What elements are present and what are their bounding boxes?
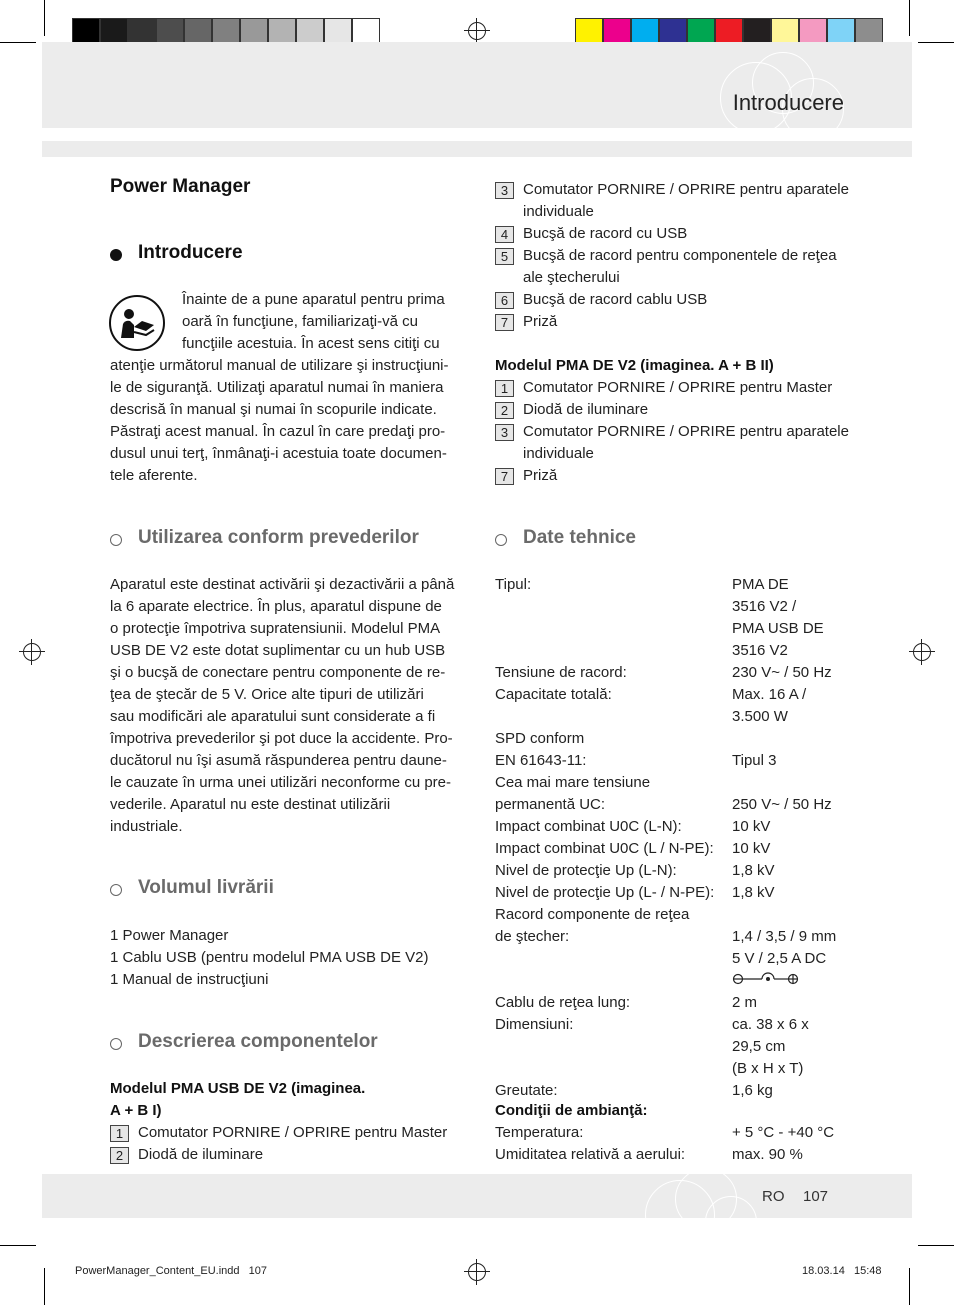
item-number: 5 — [495, 248, 514, 265]
delivery-list — [110, 925, 470, 991]
section-bullet — [110, 884, 122, 896]
row-value: 5 V / 2,5 A DC — [732, 950, 827, 967]
use-line: Aparatul este destinat activării şi dezactivării a până — [110, 576, 455, 593]
footer-lang: RO — [762, 1188, 785, 1205]
intro-line: le de siguranţă. Utilizaţi aparatul numai în maniera — [110, 379, 444, 396]
row-label: Cea mai mare tensiune — [495, 774, 651, 791]
section-heading-utilizare: Utilizarea conform prevederilor — [138, 527, 419, 548]
item-number: 2 — [495, 402, 514, 419]
use-line: ducătorul nu îşi asumă răspunderea pentru daune- — [110, 752, 447, 769]
delivery-item: 1 Cablu USB (pentru modelul PMA USB DE V2) — [110, 949, 429, 966]
section-bullet — [110, 249, 122, 261]
page-number: 107 — [803, 1188, 829, 1205]
crop-mark — [918, 42, 954, 43]
use-line: împotriva prevederilor şi pot duce la accidente. Pro- — [110, 730, 453, 747]
registration-mark-icon — [468, 22, 486, 40]
row-value: 3516 V2 / — [732, 598, 797, 615]
row-value: 2 m — [732, 994, 758, 1011]
slug-filename: PowerManager_Content_EU.indd 107 — [75, 1265, 268, 1277]
crop-mark — [44, 0, 45, 36]
crop-mark — [44, 1268, 45, 1305]
crop-mark — [909, 1268, 910, 1305]
item-text: Bucşă de racord pentru componentele de reţea — [523, 247, 837, 264]
slug-date: 18.03.14 15:48 — [802, 1265, 882, 1277]
dc-polarity-icon — [732, 972, 800, 986]
row-value: 3.500 W — [732, 708, 788, 725]
row-value: 10 kV — [732, 818, 771, 835]
model2-title: Modelul PMA DE V2 (imaginea. A + B II) — [495, 357, 774, 374]
row-value: 1,4 / 3,5 / 9 mm — [732, 928, 837, 945]
decor-circle — [705, 1196, 757, 1248]
row-value: 29,5 cm — [732, 1038, 786, 1055]
item-text: Comutator PORNIRE / OPRIRE pentru Master — [523, 379, 833, 396]
use-line: industriale. — [110, 818, 183, 835]
item-number: 7 — [495, 468, 514, 485]
item-number: 2 — [110, 1147, 129, 1164]
crop-mark — [909, 0, 910, 36]
row-label: Temperatura: — [495, 1124, 584, 1141]
row-value: PMA USB DE — [732, 620, 824, 637]
registration-mark-icon — [23, 643, 41, 661]
row-value: 1,8 kV — [732, 862, 775, 879]
row-value: Max. 16 A / — [732, 686, 807, 703]
row-value: + 5 °C - +40 °C — [732, 1124, 835, 1141]
row-label: Tipul: — [495, 576, 532, 593]
intro-paragraph — [110, 289, 460, 487]
header-strip — [42, 141, 912, 157]
item-number: 1 — [495, 380, 514, 397]
intro-line: tele aferente. — [110, 467, 198, 484]
item-number: 6 — [495, 292, 514, 309]
item-number: 3 — [495, 424, 514, 441]
row-label: Umiditatea relativă a aerului: — [495, 1146, 686, 1163]
row-label: Nivel de protecţie Up (L- / N-PE): — [495, 884, 715, 901]
item-text: Diodă de iluminare — [523, 401, 649, 418]
intro-line: oară în funcţiune, familiarizaţi-vă cu — [182, 313, 418, 330]
row-value: max. 90 % — [732, 1146, 803, 1163]
item-text: Priză — [523, 313, 558, 330]
delivery-item: 1 Power Manager — [110, 927, 229, 944]
item-number: 7 — [495, 314, 514, 331]
intro-line: funcţiile acestuia. În acest sens citiţi cu — [182, 335, 440, 352]
intro-line: atenţie următorul manual de utilizare şi instrucţiuni- — [110, 357, 449, 374]
row-value: 1,6 kg — [732, 1082, 773, 1099]
use-line: ţea de ştecăr de 5 V. Orice alte tipuri de utilizări — [110, 686, 424, 703]
row-value: 10 kV — [732, 840, 771, 857]
use-line: vederile. Aparatul nu este destinat utilizării — [110, 796, 391, 813]
intro-line: descrisă în manual şi numai în scopurile indicate. — [110, 401, 437, 418]
item-text: Comutator PORNIRE / OPRIRE pentru aparatele — [523, 181, 849, 198]
section-heading-componente: Descrierea componentelor — [138, 1031, 378, 1052]
product-title: Power Manager — [110, 176, 251, 197]
row-value: (B x H x T) — [732, 1060, 804, 1077]
use-line: sau modificări ale aparatului sunt considerate a fi — [110, 708, 436, 725]
row-value: ca. 38 x 6 x — [732, 1016, 809, 1033]
use-line: le cauzate în urma unei utilizări neconforme cu pre- — [110, 774, 452, 791]
row-label: Impact combinat U0C (L / N-PE): — [495, 840, 714, 857]
item-text: Priză — [523, 467, 558, 484]
use-paragraph — [110, 574, 470, 838]
section-heading-date-tehnice: Date tehnice — [523, 527, 636, 548]
item-number: 3 — [495, 182, 514, 199]
use-line: la 6 aparate electrice. În plus, aparatul dispune de — [110, 598, 442, 615]
crop-mark — [0, 1245, 36, 1246]
item-text: ale ştecherului — [523, 269, 620, 286]
section-bullet — [110, 1038, 122, 1050]
row-label: Racord componente de reţea — [495, 906, 690, 923]
item-text: Bucşă de racord cu USB — [523, 225, 688, 242]
use-line: şi o bucşă de conectare pentru componente de re- — [110, 664, 446, 681]
model1-title-cont: A + B I) — [110, 1102, 162, 1119]
crop-mark — [0, 42, 36, 43]
use-line: USB DE V2 este dotat suplimentar cu un hub USB — [110, 642, 446, 659]
item-number: 1 — [110, 1125, 129, 1142]
row-label: EN 61643-11: — [495, 752, 587, 769]
row-label: SPD conform — [495, 730, 585, 747]
registration-mark-icon — [913, 643, 931, 661]
registration-mark-icon — [468, 1263, 486, 1281]
item-text: Comutator PORNIRE / OPRIRE pentru Master — [138, 1124, 448, 1141]
section-bullet — [110, 534, 122, 546]
section-bullet — [495, 534, 507, 546]
ambient-label: Condiţii de ambianţă: — [495, 1102, 648, 1119]
row-label: Greutate: — [495, 1082, 558, 1099]
item-text: individuale — [523, 203, 594, 220]
page-title: Introducere — [732, 90, 844, 115]
row-label: Impact combinat U0C (L-N): — [495, 818, 682, 835]
row-value: 3516 V2 — [732, 642, 788, 659]
delivery-item: 1 Manual de instrucţiuni — [110, 971, 269, 988]
row-label: Dimensiuni: — [495, 1016, 574, 1033]
model1-title: Modelul PMA USB DE V2 (imaginea. — [110, 1080, 366, 1097]
intro-line: Înainte de a pune aparatul pentru prima — [182, 291, 445, 308]
item-text: Comutator PORNIRE / OPRIRE pentru aparatele — [523, 423, 849, 440]
row-label: Nivel de protecţie Up (L-N): — [495, 862, 677, 879]
item-number: 4 — [495, 226, 514, 243]
intro-line: Păstraţi acest manual. În cazul în care predaţi pro- — [110, 423, 446, 440]
intro-line: dusul unui terţ, înmânaţi-i acestuia toate documen- — [110, 445, 447, 462]
section-heading-volumul: Volumul livrării — [138, 877, 274, 898]
row-value: PMA DE — [732, 576, 789, 593]
row-value: Tipul 3 — [732, 752, 777, 769]
item-text: Bucşă de racord cablu USB — [523, 291, 708, 308]
row-label: de ştecher: — [495, 928, 570, 945]
crop-mark — [918, 1245, 954, 1246]
row-label: Tensiune de racord: — [495, 664, 627, 681]
row-value: 230 V~ / 50 Hz — [732, 664, 832, 681]
row-value: 250 V~ / 50 Hz — [732, 796, 832, 813]
item-text: Diodă de iluminare — [138, 1146, 264, 1163]
row-label: Capacitate totală: — [495, 686, 612, 703]
row-label: Cablu de reţea lung: — [495, 994, 631, 1011]
item-text: individuale — [523, 445, 594, 462]
row-value: 1,8 kV — [732, 884, 775, 901]
section-heading-introducere: Introducere — [138, 242, 243, 263]
row-label: permanentă UC: — [495, 796, 606, 813]
use-line: o protecţie împotriva supratensiunii. Modelul PMA — [110, 620, 441, 637]
